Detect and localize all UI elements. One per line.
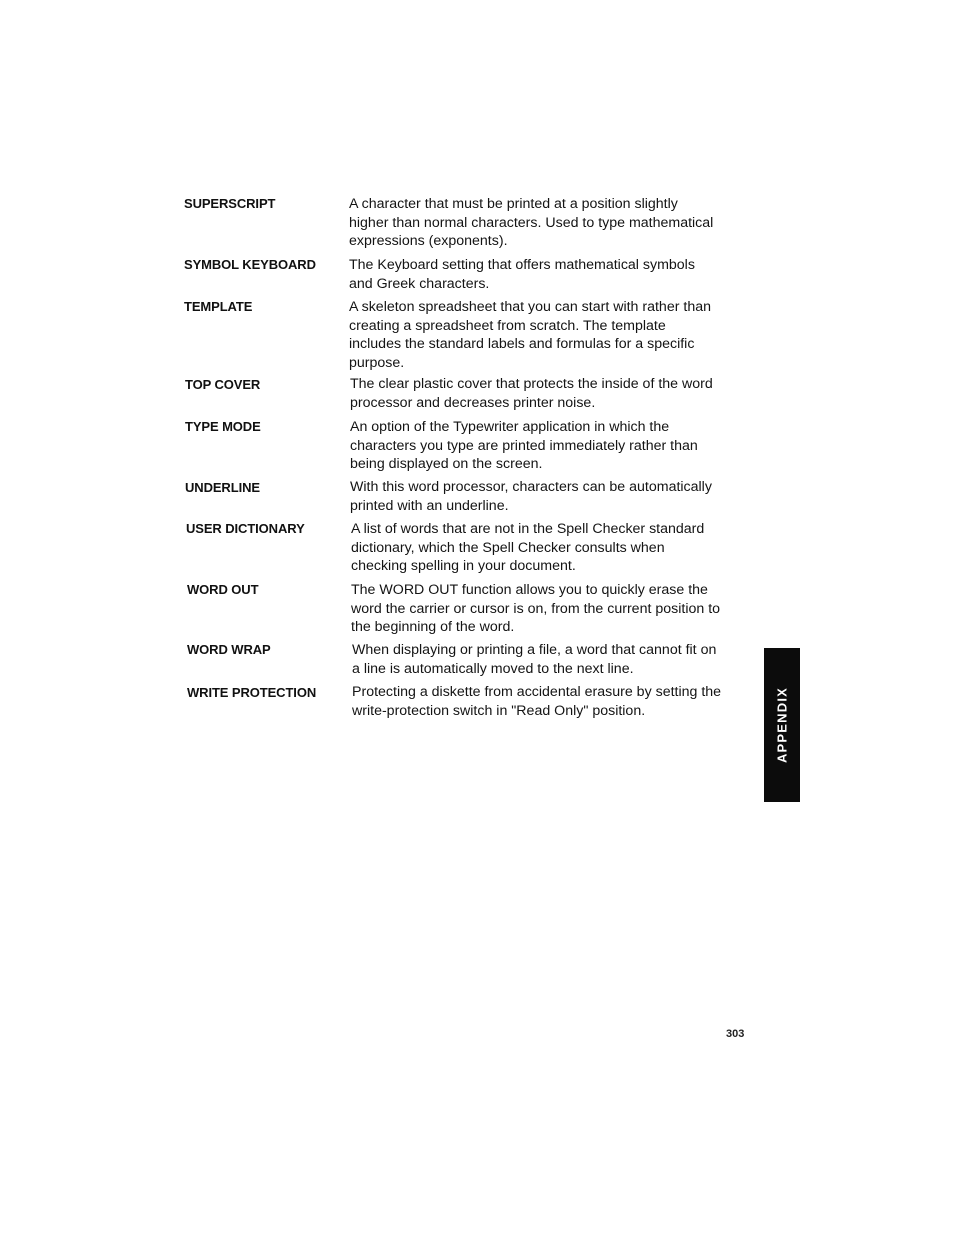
- glossary-definition-word-out: The WORD OUT function allows you to quickly erase the word the carrier or cursor is on, from the current position to the beginning of the word.: [351, 582, 721, 635]
- glossary-term-underline: UNDERLINE: [185, 480, 260, 495]
- glossary-term-write-protection: WRITE PROTECTION: [187, 685, 317, 700]
- glossary-term-superscript: SUPERSCRIPT: [184, 196, 276, 211]
- glossary-definition-superscript: A character that must be printed at a position slightly higher than normal characters. Used to type mathematical expressions (exponents).: [349, 196, 714, 249]
- glossary-term-symbol-keyboard: SYMBOL KEYBOARD: [184, 257, 316, 272]
- appendix-side-tab-label: APPENDIX: [774, 686, 790, 764]
- glossary-definition-type-mode: An option of the Typewriter application in which the characters you type are printed immediately rather than being displayed on the screen.: [350, 419, 698, 472]
- glossary-definition-top-cover: The clear plastic cover that protects the inside of the word processor and decreases printer noise.: [350, 376, 713, 411]
- glossary-definition-symbol-keyboard: The Keyboard setting that offers mathematical symbols and Greek characters.: [349, 257, 695, 292]
- page-number: 303: [726, 1028, 745, 1040]
- glossary-term-user-dictionary: USER DICTIONARY: [186, 521, 305, 536]
- glossary-term-word-wrap: WORD WRAP: [187, 642, 271, 657]
- glossary-definition-underline: With this word processor, characters can be automatically printed with an underline.: [350, 479, 712, 514]
- glossary-term-top-cover: TOP COVER: [185, 377, 261, 392]
- glossary-definition-template: A skeleton spreadsheet that you can start with rather than creating a spreadsheet from scratch. The template includes the standard labels and formulas for a specific purpose.: [349, 299, 711, 371]
- glossary-term-type-mode: TYPE MODE: [185, 419, 261, 434]
- glossary-definition-user-dictionary: A list of words that are not in the Spell Checker standard dictionary, which the Spell Checker consults when checking spelling in your document.: [351, 521, 705, 574]
- appendix-side-tab: [764, 648, 800, 802]
- glossary-term-word-out: WORD OUT: [187, 582, 259, 597]
- glossary-definition-word-wrap: When displaying or printing a file, a word that cannot fit on a line is automatically moved to the next line.: [352, 642, 717, 677]
- glossary-definition-write-protection: Protecting a diskette from accidental erasure by setting the write-protection switch in "Read Only" position.: [352, 684, 722, 719]
- glossary-term-template: TEMPLATE: [184, 299, 253, 314]
